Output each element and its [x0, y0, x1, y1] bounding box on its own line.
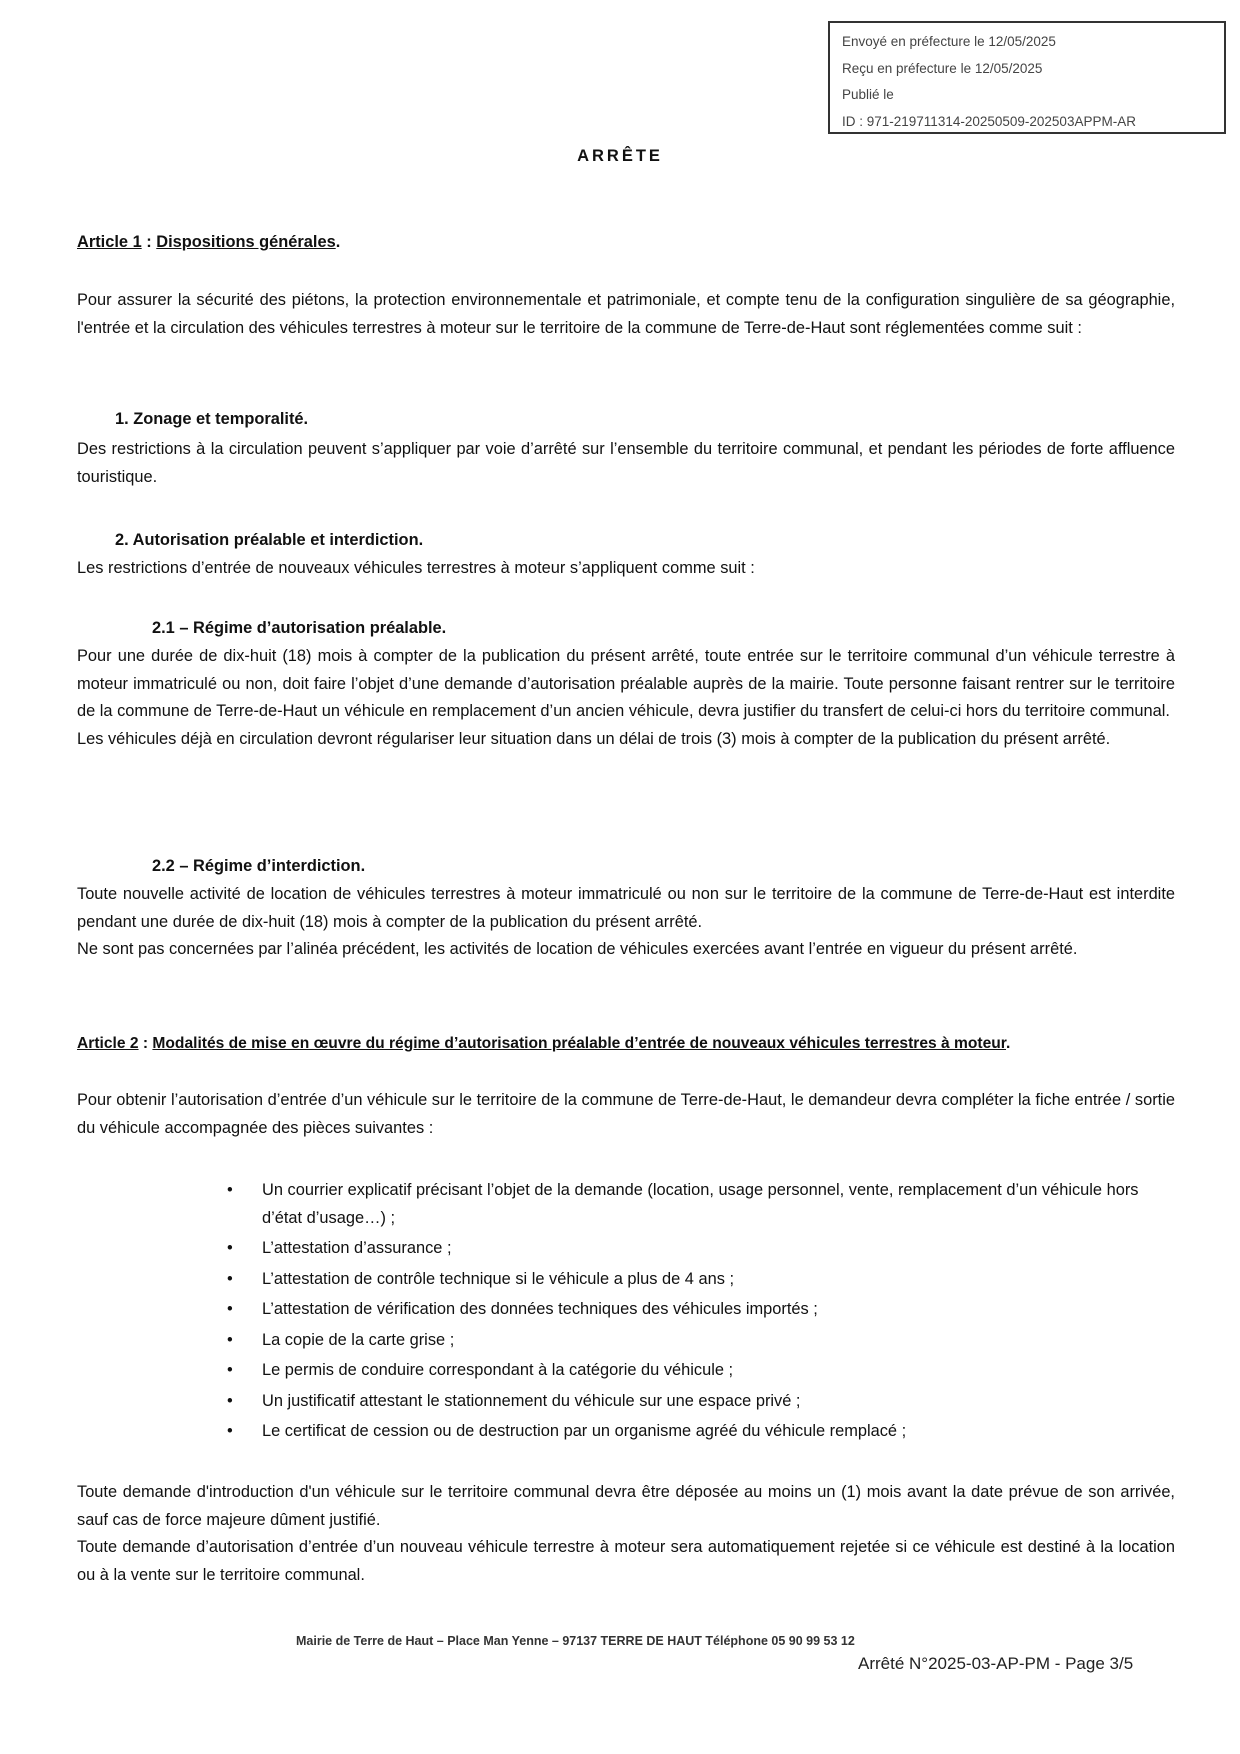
article-2-intro: Pour obtenir l’autorisation d’entrée d’un véhicule sur le territoire de la commune de Terre-de-Haut, le demandeur devra compléter la fiche entrée / sortie du véhicule accompagnée des pièces suivantes : [77, 1091, 1175, 1137]
list-item: • Un courrier explicatif précisant l’objet de la demande (location, usage personnel, vente, remplacement d’un véhicule hors d’état d’usage…) ; [262, 1177, 1175, 1232]
stamp-published: Publié le [842, 87, 894, 102]
footer-reference: Arrêté N°2025-03-AP-PM - Page 3/5 [858, 1654, 1134, 1673]
section-2-1-p2: Les véhicules déjà en circulation devront régulariser leur situation dans un délai de trois (3) mois à compter de la publication du présent arrêté. [77, 729, 1111, 748]
section-2-1-title: 2.1 – Régime d’autorisation préalable. [152, 619, 447, 637]
article-1-heading: Article 1 : Dispositions générales. [77, 233, 341, 251]
document-title: ARRÊTE [577, 147, 663, 165]
section-2-text: Les restrictions d’entrée de nouveaux véhicules terrestres à moteur s’appliquent comme suit : [77, 559, 755, 577]
article-2-title: Modalités de mise en œuvre du régime d’autorisation préalable d’entrée de nouveaux véhicules terrestres à moteur [152, 1035, 1007, 1052]
article-2-heading: Article 2 : Modalités de mise en œuvre du régime d’autorisation préalable d’entrée de nouveaux véhicules terrestres à moteur. [77, 1035, 1011, 1052]
list-item: • L’attestation de contrôle technique si le véhicule a plus de 4 ans ; [262, 1266, 1175, 1294]
section-2-2-title: 2.2 – Régime d’interdiction. [152, 857, 366, 875]
list-item: • Le certificat de cession ou de destruction par un organisme agréé du véhicule remplacé ; [262, 1418, 1175, 1446]
list-item: • L’attestation de vérification des données techniques des véhicules importés ; [262, 1296, 1175, 1324]
footer-address: Mairie de Terre de Haut – Place Man Yenne – 97137 TERRE DE HAUT Téléphone 05 90 99 53 12 [296, 1634, 855, 1648]
sep: : [141, 233, 157, 251]
section-2-2-p1: Toute nouvelle activité de location de véhicules terrestres à moteur immatriculé ou non sur le territoire de la commune de Terre-de-Haut est interdite pendant une durée de dix-huit (18) mois à compter de la publication du présent arrêté. [77, 885, 1175, 931]
section-2-2-body [77, 881, 1175, 964]
list-item: • La copie de la carte grise ; [262, 1327, 1175, 1355]
article-1-intro: Pour assurer la sécurité des piétons, la protection environnementale et patrimoniale, et compte tenu de la configuration singulière de sa géographie, l'entrée et la circulation des véhicules terrestres à moteur sur le territoire de la commune de Terre-de-Haut sont réglementées comme suit : [77, 291, 1175, 337]
prefecture-stamp [828, 21, 1226, 134]
article-2-closing [77, 1479, 1175, 1589]
section-2-1-p1: Pour une durée de dix-huit (18) mois à compter de la publication du présent arrêté, toute entrée sur le territoire communal d’un véhicule terrestre à moteur immatriculé ou non, doit faire l’objet d’une demande d’autorisation préalable auprès de la mairie. Toute personne faisant rentrer sur le territoire de la commune de Terre-de-Haut un véhicule en remplacement d’un ancien véhicule, devra justifier du transfert de celui-ci hors du territoire communal. [77, 647, 1175, 720]
article-2-p1: Toute demande d'introduction d'un véhicule sur le territoire communal devra être déposée au moins un (1) mois avant la date prévue de son arrivée, sauf cas de force majeure dûment justifié. [77, 1483, 1175, 1529]
section-2-1-body [77, 643, 1175, 753]
section-2-2-p2: Ne sont pas concernées par l’alinéa précédent, les activités de location de véhicules exercées avant l’entrée en vigueur du présent arrêté. [77, 940, 1078, 958]
stamp-sent: Envoyé en préfecture le 12/05/2025 [842, 34, 1056, 49]
section-1-text: Des restrictions à la circulation peuvent s’appliquer par voie d’arrêté sur l’ensemble du territoire communal, et pendant les périodes de forte affluence touristique. [77, 440, 1175, 486]
section-2-title: 2. Autorisation préalable et interdiction. [115, 531, 424, 549]
list-item: • Un justificatif attestant le stationnement du véhicule sur une espace privé ; [262, 1388, 1175, 1416]
list-item: • Le permis de conduire correspondant à la catégorie du véhicule ; [262, 1357, 1175, 1385]
article-2-p2: Toute demande d’autorisation d’entrée d’un nouveau véhicule terrestre à moteur sera automatiquement rejetée si ce véhicule est destiné à la location ou à la vente sur le territoire communal. [77, 1538, 1175, 1584]
stamp-received: Reçu en préfecture le 12/05/2025 [842, 60, 1043, 76]
stamp-id: ID : 971-219711314-20250509-202503APPM-AR [842, 113, 1136, 129]
list-item: • L’attestation d’assurance ; [262, 1235, 1175, 1263]
sep: : [138, 1035, 153, 1052]
article-1-title: Dispositions générales [156, 233, 336, 251]
article-2-label: Article 2 [77, 1035, 139, 1052]
section-1-title: 1. Zonage et temporalité. [115, 410, 309, 428]
article-1-label: Article 1 [77, 233, 142, 251]
required-documents-list [262, 1177, 1175, 1449]
